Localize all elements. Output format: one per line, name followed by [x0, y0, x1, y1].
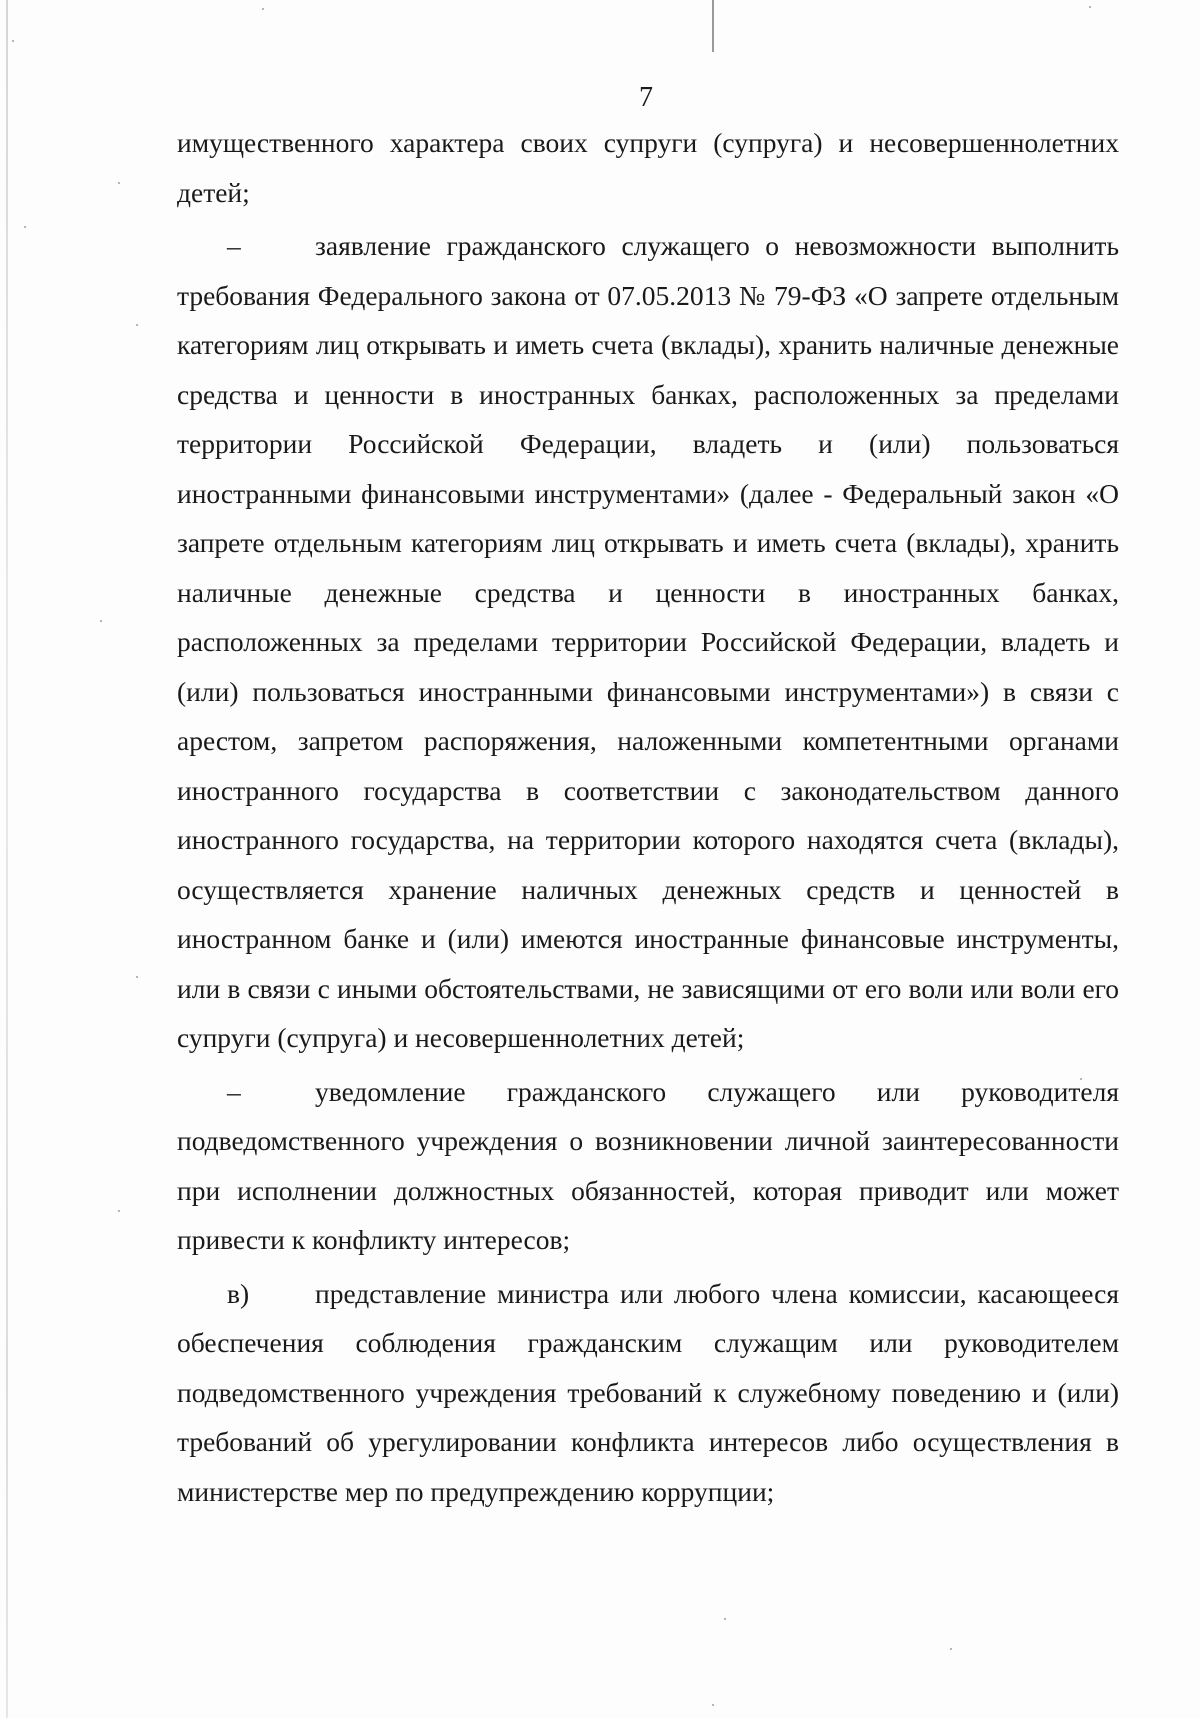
scan-speck: [724, 1618, 726, 1620]
paragraph-text: заявление гражданского служащего о невозможности выполнить требования Федерального закона от 07.05.2013 № 79-ФЗ «О запрете отдельным категориям лиц открывать и иметь счета (вклады), хранить наличные денежные средства и ценности в иностранных банках, расположенных за пределами территории Российской Федерации, владеть и (или) пользоваться иностранными финансовыми инструментами» (далее - Федеральный закон «О запрете отдельным категориям лиц открывать и иметь счета (вклады), хранить наличные денежные средства и ценности в иностранных банках, расположенных за пределами территории Российской Федерации, владеть и (или) пользоваться иностранными финансовыми инструментами») в связи с арестом, запретом распоряжения, наложенными компетентными органами иностранного государства в соответствии с законодательством данного иностранного государства, на территории которого находятся счета (вклады), осуществляется хранение наличных денежных средств и ценностей в иностранном банке и (или) имеются иностранные финансовые инструменты, или в связи с иными обстоятельствами, не зависящими от его воли или воли его супруги (супруга) и несовершеннолетних детей;: [177, 230, 1119, 1053]
paragraph-continuation: [177, 118, 1119, 217]
scan-speck: [118, 1210, 120, 1212]
paragraph-lettered-item: [177, 1269, 1119, 1517]
paragraph-dash-item: [177, 1067, 1119, 1265]
scan-speck: [24, 226, 26, 228]
letter-marker: в): [227, 1277, 250, 1309]
dash-marker: –: [227, 230, 241, 261]
scan-speck: [136, 324, 138, 326]
paragraph-dash-item: [177, 221, 1119, 1063]
paragraph-text: имущественного характера своих супруги (супруга) и несовершеннолетних детей;: [177, 127, 1119, 208]
document-body: [177, 118, 1119, 1516]
scan-speck: [136, 976, 138, 978]
paragraph-marker: [177, 1269, 315, 1319]
paragraph-text: уведомление гражданского служащего или руководителя подведомственного учреждения о возникновении личной заинтересованности при исполнении должностных обязанностей, которая приводит или может привести к конфликту интересов;: [177, 1075, 1119, 1255]
paragraph-marker: [177, 1067, 315, 1117]
dash-marker: –: [227, 1075, 241, 1107]
scan-speck: [262, 8, 264, 10]
page-number: 7: [639, 82, 653, 113]
scan-speck: [1089, 6, 1091, 8]
scan-speck: [950, 1648, 952, 1650]
scan-binding-mark: [712, 0, 714, 52]
paragraph-text: представление министра или любого члена комиссии, касающееся обеспечения соблюдения гражданским служащим или руководителем подведомственного учреждения требований к служебному поведению и (или) требований об урегулировании конфликта интересов либо осуществления в министерстве мер по предупреждению коррупции;: [177, 1277, 1119, 1507]
scan-speck: [712, 1704, 714, 1706]
scan-speck: [100, 620, 102, 622]
paragraph-marker: [177, 221, 315, 271]
scan-speck: [12, 40, 14, 42]
scan-speck: [118, 182, 120, 184]
scan-left-edge: [6, 0, 8, 1718]
